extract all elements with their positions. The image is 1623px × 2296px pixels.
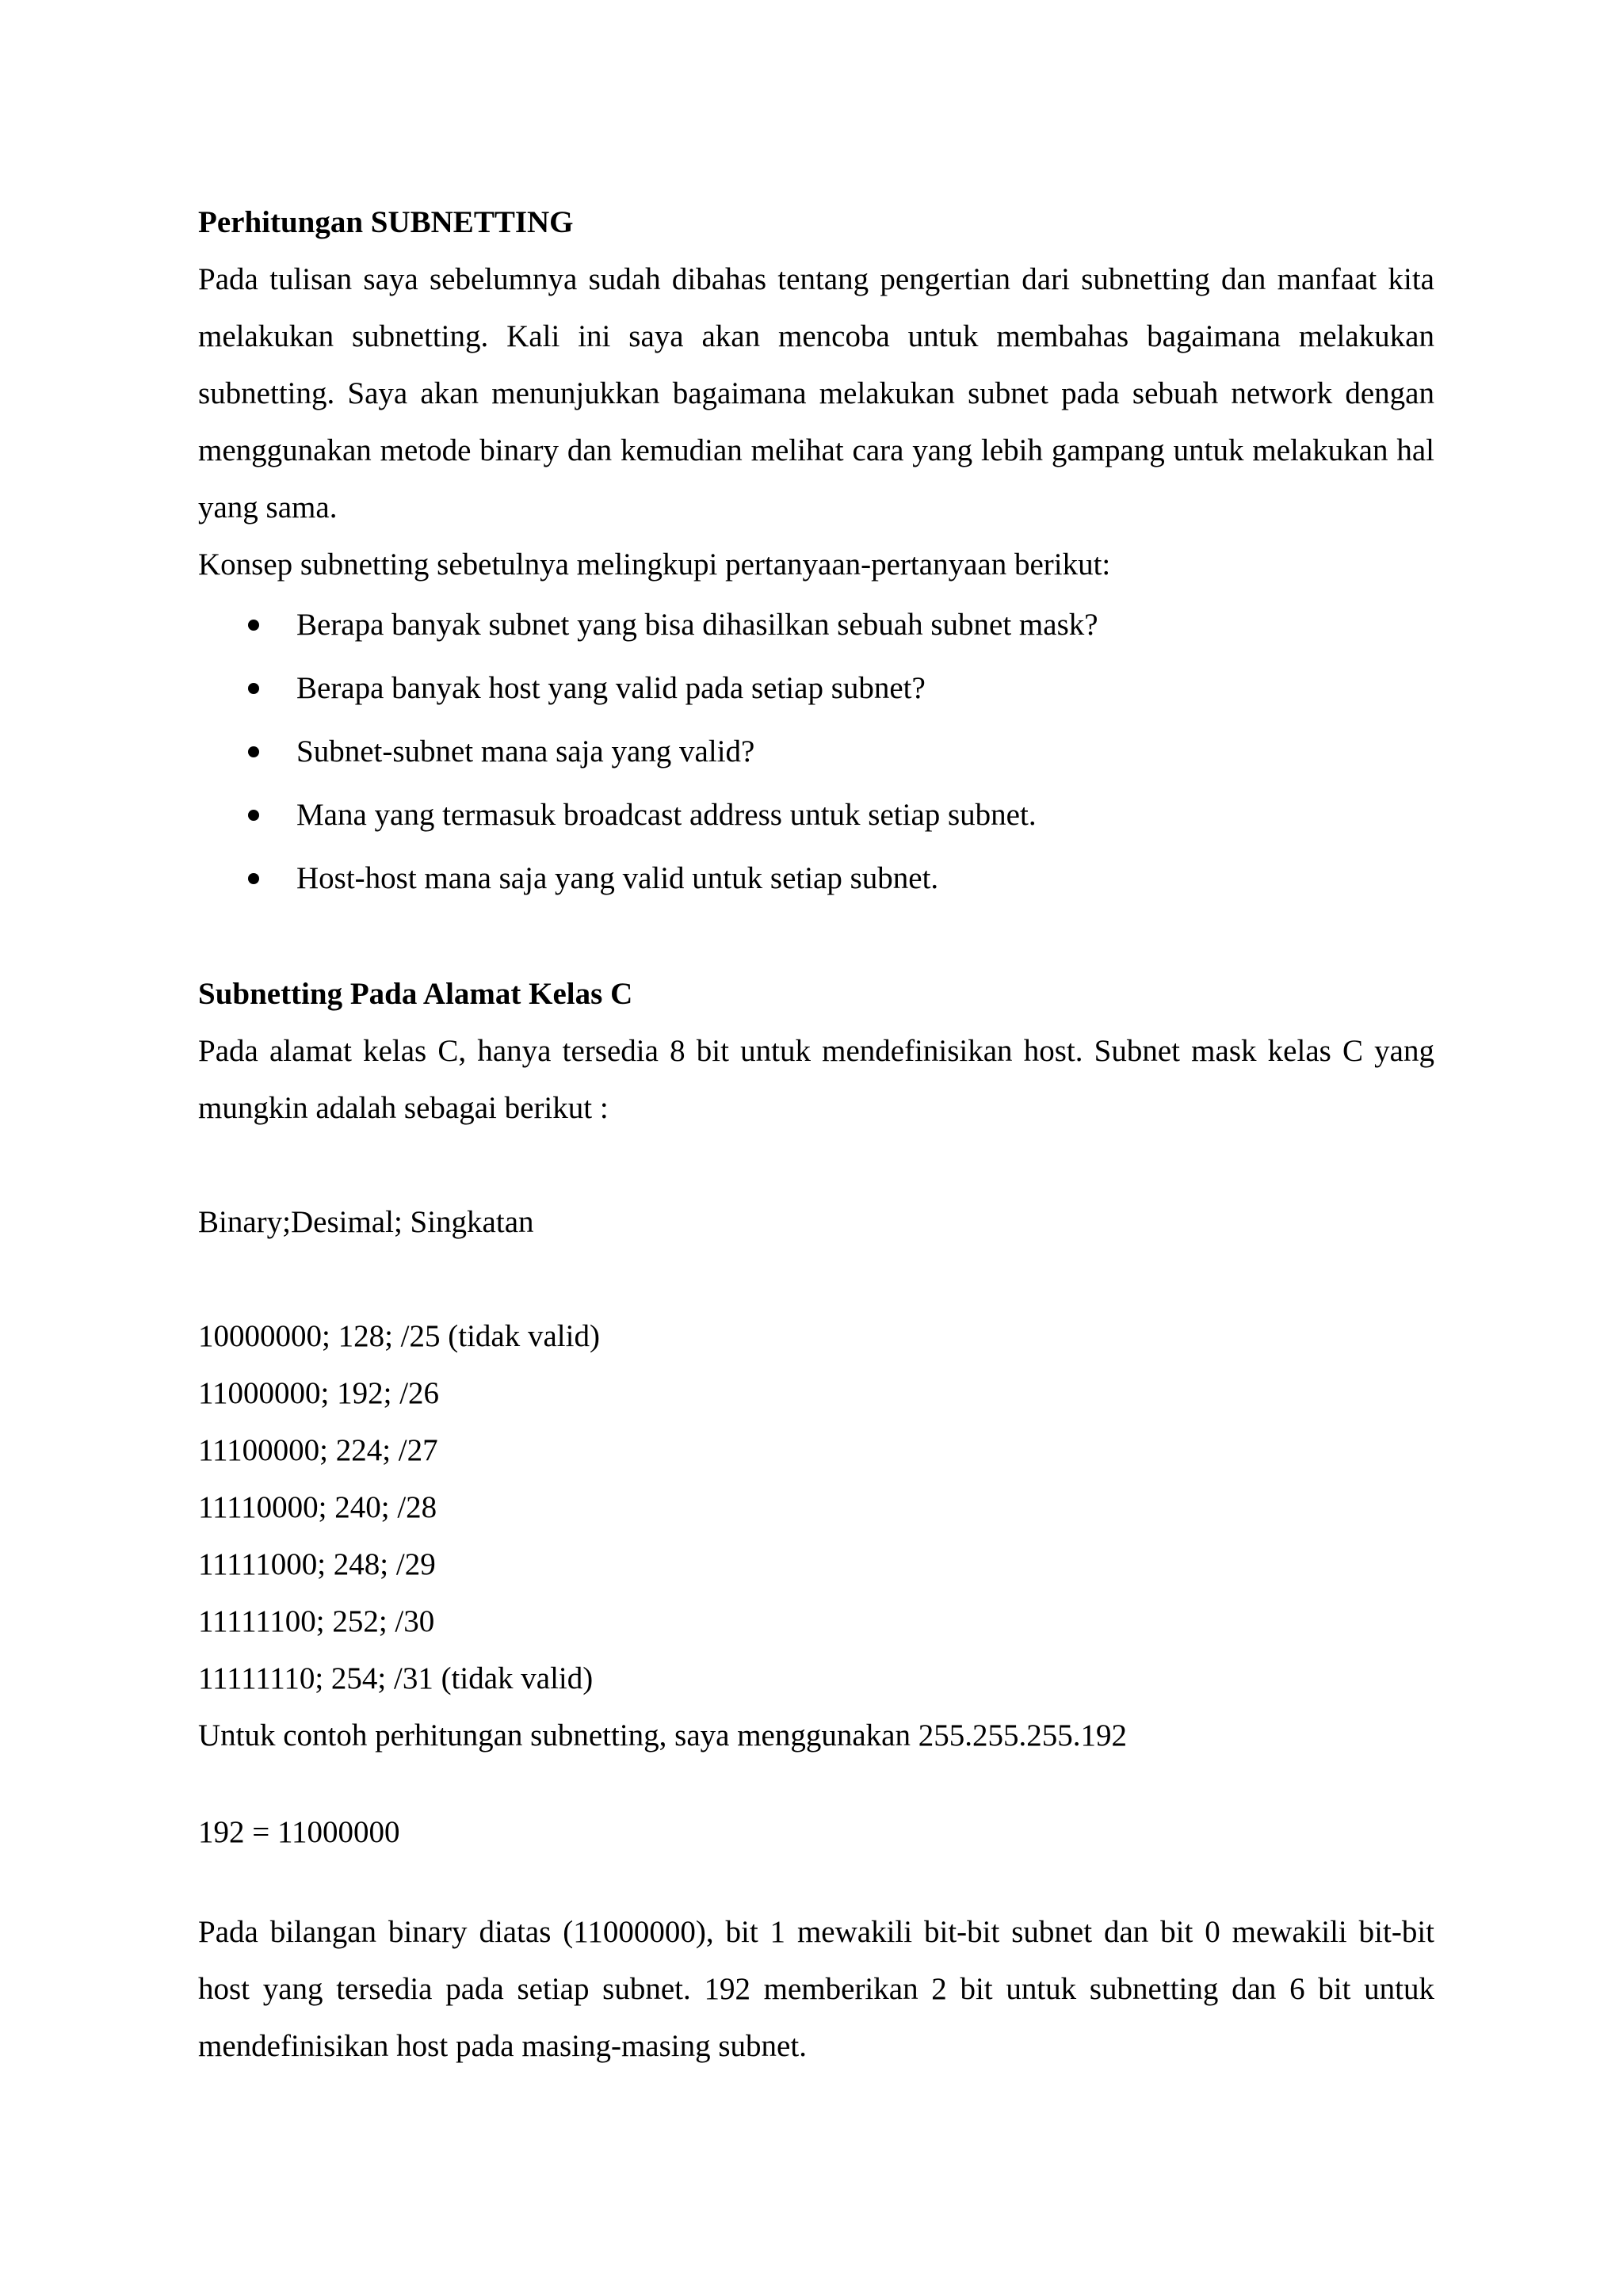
table-header: Binary;Desimal; Singkatan	[198, 1205, 534, 1239]
document-page	[198, 194, 1434, 2075]
bullet-icon	[248, 873, 259, 884]
explanation-paragraph: Pada bilangan binary diatas (11000000), bit 1 mewakili bit-bit subnet dan bit 0 mewakili bit-bit host yang tersedia pada setiap subnet. 192 memberikan 2 bit untuk subnetting dan 6 bit untuk mendefinisikan host pada masing-masing subnet.	[198, 1915, 1434, 2063]
mask-row: 11111110; 254; /31 (tidak valid)	[198, 1661, 594, 1695]
mask-row: 11000000; 192; /26	[198, 1376, 440, 1410]
bullet-icon	[248, 620, 259, 631]
list-item: Mana yang termasuk broadcast address untuk setiap subnet.	[198, 784, 1434, 847]
question-list	[198, 593, 1434, 910]
section-title-class-c: Subnetting Pada Alamat Kelas C	[198, 977, 633, 1011]
equation-line: 192 = 11000000	[198, 1815, 400, 1849]
section-title-subnetting: Perhitungan SUBNETTING	[198, 205, 574, 239]
mask-row: 11110000; 240; /28	[198, 1490, 437, 1524]
list-item: Berapa banyak host yang valid pada setiap subnet?	[198, 657, 1434, 720]
intro-paragraph: Pada tulisan saya sebelumnya sudah dibahas tentang pengertian dari subnetting dan manfaat kita melakukan subnetting. Kali ini saya akan mencoba untuk membahas bagaimana melakukan subnetting. Saya akan menunjukkan bagaimana melakukan subnet pada sebuah network dengan menggunakan metode binary dan kemudian melihat cara yang lebih gampang untuk melakukan hal yang sama.	[198, 262, 1434, 524]
bullet-icon	[248, 746, 259, 757]
mask-row: 11111000; 248; /29	[198, 1547, 436, 1581]
bullet-icon	[248, 683, 259, 694]
list-item: Berapa banyak subnet yang bisa dihasilkan sebuah subnet mask?	[198, 593, 1434, 657]
mask-row: 10000000; 128; /25 (tidak valid)	[198, 1319, 600, 1353]
bullet-icon	[248, 810, 259, 821]
list-item: Host-host mana saja yang valid untuk setiap subnet.	[198, 847, 1434, 910]
example-line: Untuk contoh perhitungan subnetting, saya menggunakan 255.255.255.192	[198, 1718, 1127, 1753]
mask-row: 11100000; 224; /27	[198, 1433, 438, 1467]
class-c-intro-paragraph: Pada alamat kelas C, hanya tersedia 8 bit untuk mendefinisikan host. Subnet mask kelas C yang mungkin adalah sebagai berikut :	[198, 1034, 1434, 1125]
list-item: Subnet-subnet mana saja yang valid?	[198, 720, 1434, 784]
concept-line: Konsep subnetting sebetulnya melingkupi pertanyaan-pertanyaan berikut:	[198, 547, 1111, 582]
mask-row: 11111100; 252; /30	[198, 1604, 435, 1638]
